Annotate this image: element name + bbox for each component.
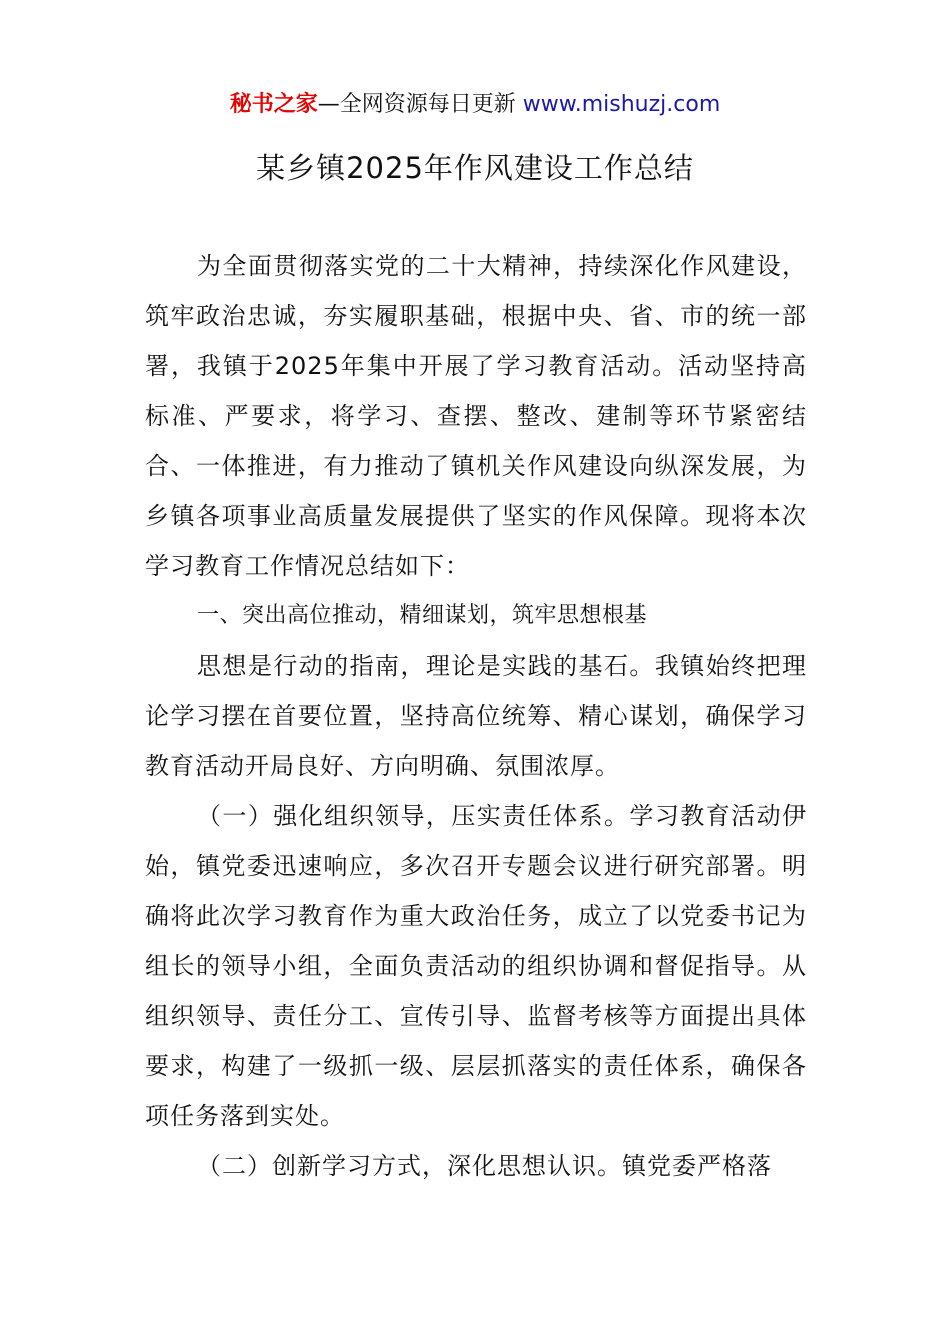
section-1-paragraph: 思想是行动的指南，理论是实践的基石。我镇始终把理论学习摆在首要位置，坚持高位统筹、精心谋划，确保学习教育活动开局良好、方向明确、氛围浓厚。 xyxy=(145,652,807,780)
subsection-2-paragraph: （二）创新学习方式，深化思想认识。镇党委严格落 xyxy=(197,1152,772,1180)
intro-paragraph: 为全面贯彻落实党的二十大精神，持续深化作风建设，筑牢政治忠诚，夯实履职基础，根据中央、省、市的统一部署，我镇于2025年集中开展了学习教育活动。活动坚持高标准、严要求，将学习、查摆、整改、建制等环节紧密结合、一体推进，有力推动了镇机关作风建设向纵深发展，为乡镇各项事业高质量发展提供了坚实的作风保障。现将本次学习教育工作情况总结如下： xyxy=(145,252,807,580)
section-heading-1: 一、突出高位推动，精细谋划，筑牢思想根基 xyxy=(197,603,648,628)
document-body xyxy=(145,241,807,1191)
document-title: 某乡镇2025年作风建设工作总结 xyxy=(256,151,694,185)
site-url-link[interactable]: www.mishuzj.com xyxy=(522,92,721,117)
site-brand: 秘书之家 xyxy=(229,92,318,117)
site-tagline: —全网资源每日更新 xyxy=(317,92,523,117)
subsection-1-paragraph: （一）强化组织领导，压实责任体系。学习教育活动伊始，镇党委迅速响应，多次召开专题会议进行研究部署。明确将此次学习教育作为重大政治任务，成立了以党委书记为组长的领导小组，全面负责活动的组织协调和督促指导。从组织领导、责任分工、宣传引导、监督考核等方面提出具体要求，构建了一级抓一级、层层抓落实的责任体系，确保各项任务落到实处。 xyxy=(145,802,807,1130)
site-header xyxy=(0,90,950,120)
